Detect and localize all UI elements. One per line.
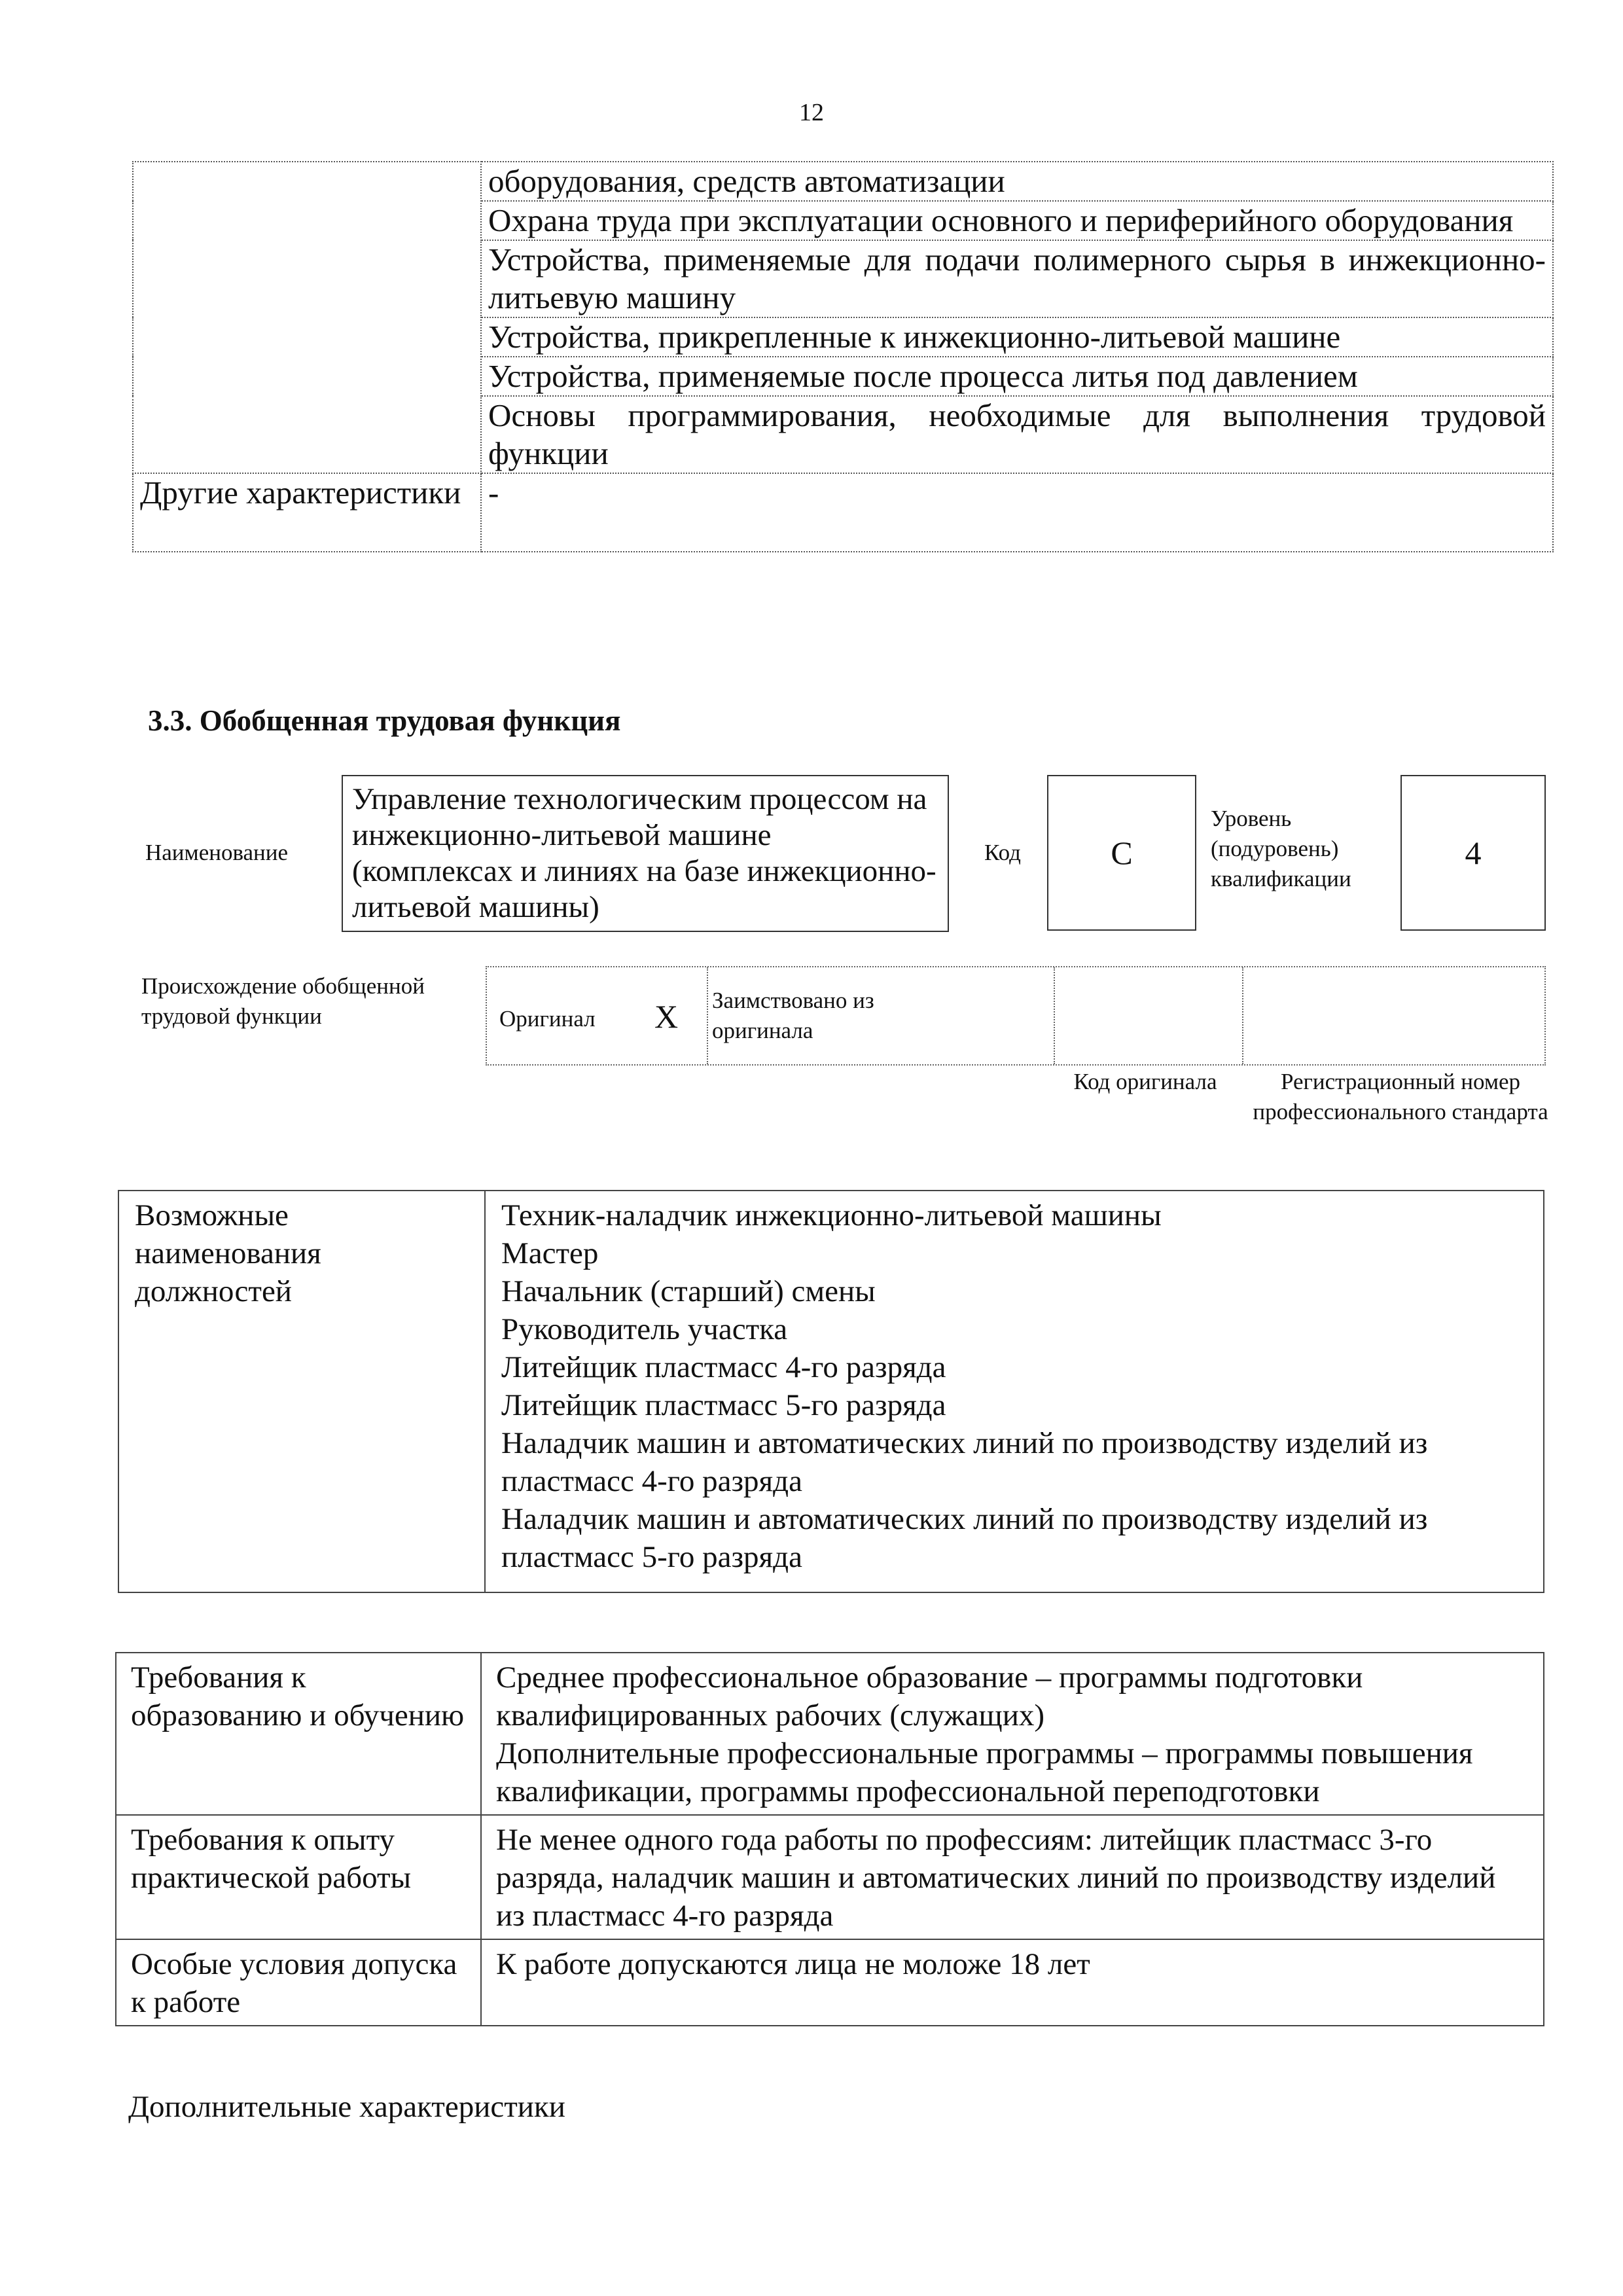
positions-table [118,1190,1544,1593]
section-title: 3.3. Обобщенная трудовая функция [148,704,621,737]
knowledge-item: Устройства, применяемые для подачи полимерного сырья в инжекционно-литьевую машину [481,240,1553,317]
knowledge-table [132,161,1554,552]
table-row [116,1939,1544,2026]
position-item: Техник-наладчик инжекционно-литьевой машины [501,1198,1162,1232]
borrowed-label: Заимствовано из оригинала [712,988,874,1043]
origin-row [486,966,1546,1066]
experience-label: Требования к опыту практической работы [116,1815,481,1939]
table-row [118,1191,1544,1592]
original-mark: X [654,998,679,1035]
name-value: Управление технологическим процессом на инжекционно-литьевой машине (комплексах и линиях на базе инжекционно-литьевой машины) [352,782,936,924]
conditions-value: К работе допускаются лица не моложе 18 лет [481,1939,1544,2026]
experience-value: Не менее одного года работы по профессиям: литейщик пластмасс 3-го разряда, наладчик машин и автоматических линий по производству изделий из пластмасс 4-го разряда [481,1815,1544,1939]
education-label: Требования к образованию и обучению [116,1653,481,1815]
origin-divider [1242,967,1243,1064]
table-row [116,1815,1544,1939]
code-value: C [1111,834,1133,871]
other-characteristics-label: Другие характеристики [133,473,481,552]
position-item: Наладчик машин и автоматических линий по производству изделий из пластмасс 5-го разряда [501,1502,1428,1574]
knowledge-item: оборудования, средств автоматизации [481,162,1553,201]
knowledge-label-cell [133,162,481,473]
origin-label: Происхождение обобщенной трудовой функции [141,973,425,1029]
other-characteristics-value: - [481,473,1553,552]
conditions-label: Особые условия допуска к работе [116,1939,481,2026]
original-code-label: Код оригинала [1073,1069,1217,1094]
original-label: Оригинал [499,1006,596,1031]
origin-divider [1054,967,1055,1064]
knowledge-item: Основы программирования, необходимые для выполнения трудовой функции [481,396,1553,473]
position-item: Руководитель участка [501,1312,788,1346]
level-value: 4 [1465,834,1482,871]
education-item: Среднее профессиональное образование – программы подготовки квалифицированных рабочих (служащих) [496,1660,1363,1732]
name-value-box [342,775,949,932]
origin-divider [707,967,708,1064]
position-item: Литейщик пластмасс 4-го разряда [501,1350,946,1384]
knowledge-item: Устройства, применяемые после процесса литья под давлением [481,357,1553,396]
page-number: 12 [799,99,824,126]
education-values [481,1653,1544,1815]
code-value-box [1047,775,1196,931]
level-label: Уровень (подуровень) квалификации [1211,806,1351,891]
requirements-table [115,1652,1544,2026]
education-item: Дополнительные профессиональные программы – программы повышения квалификации, программы профессиональной переподготовки [496,1736,1473,1808]
position-item: Наладчик машин и автоматических линий по производству изделий из пластмасс 4-го разряда [501,1426,1428,1498]
knowledge-item: Устройства, прикрепленные к инжекционно-литьевой машине [481,317,1553,357]
positions-label: Возможные наименования должностей [118,1191,485,1592]
positions-list [485,1191,1544,1592]
code-label: Код [984,840,1021,865]
position-item: Литейщик пластмасс 5-го разряда [501,1388,946,1422]
knowledge-item: Охрана труда при эксплуатации основного и периферийного оборудования [481,201,1553,240]
registration-number-label: Регистрационный номер профессионального стандарта [1253,1069,1548,1124]
level-value-box [1400,775,1546,931]
position-item: Начальник (старший) смены [501,1274,876,1308]
name-label: Наименование [145,840,289,865]
table-row [133,162,1553,201]
table-row [116,1653,1544,1815]
table-row [133,473,1553,552]
additional-characteristics-heading: Дополнительные характеристики [128,2090,565,2124]
position-item: Мастер [501,1236,599,1270]
